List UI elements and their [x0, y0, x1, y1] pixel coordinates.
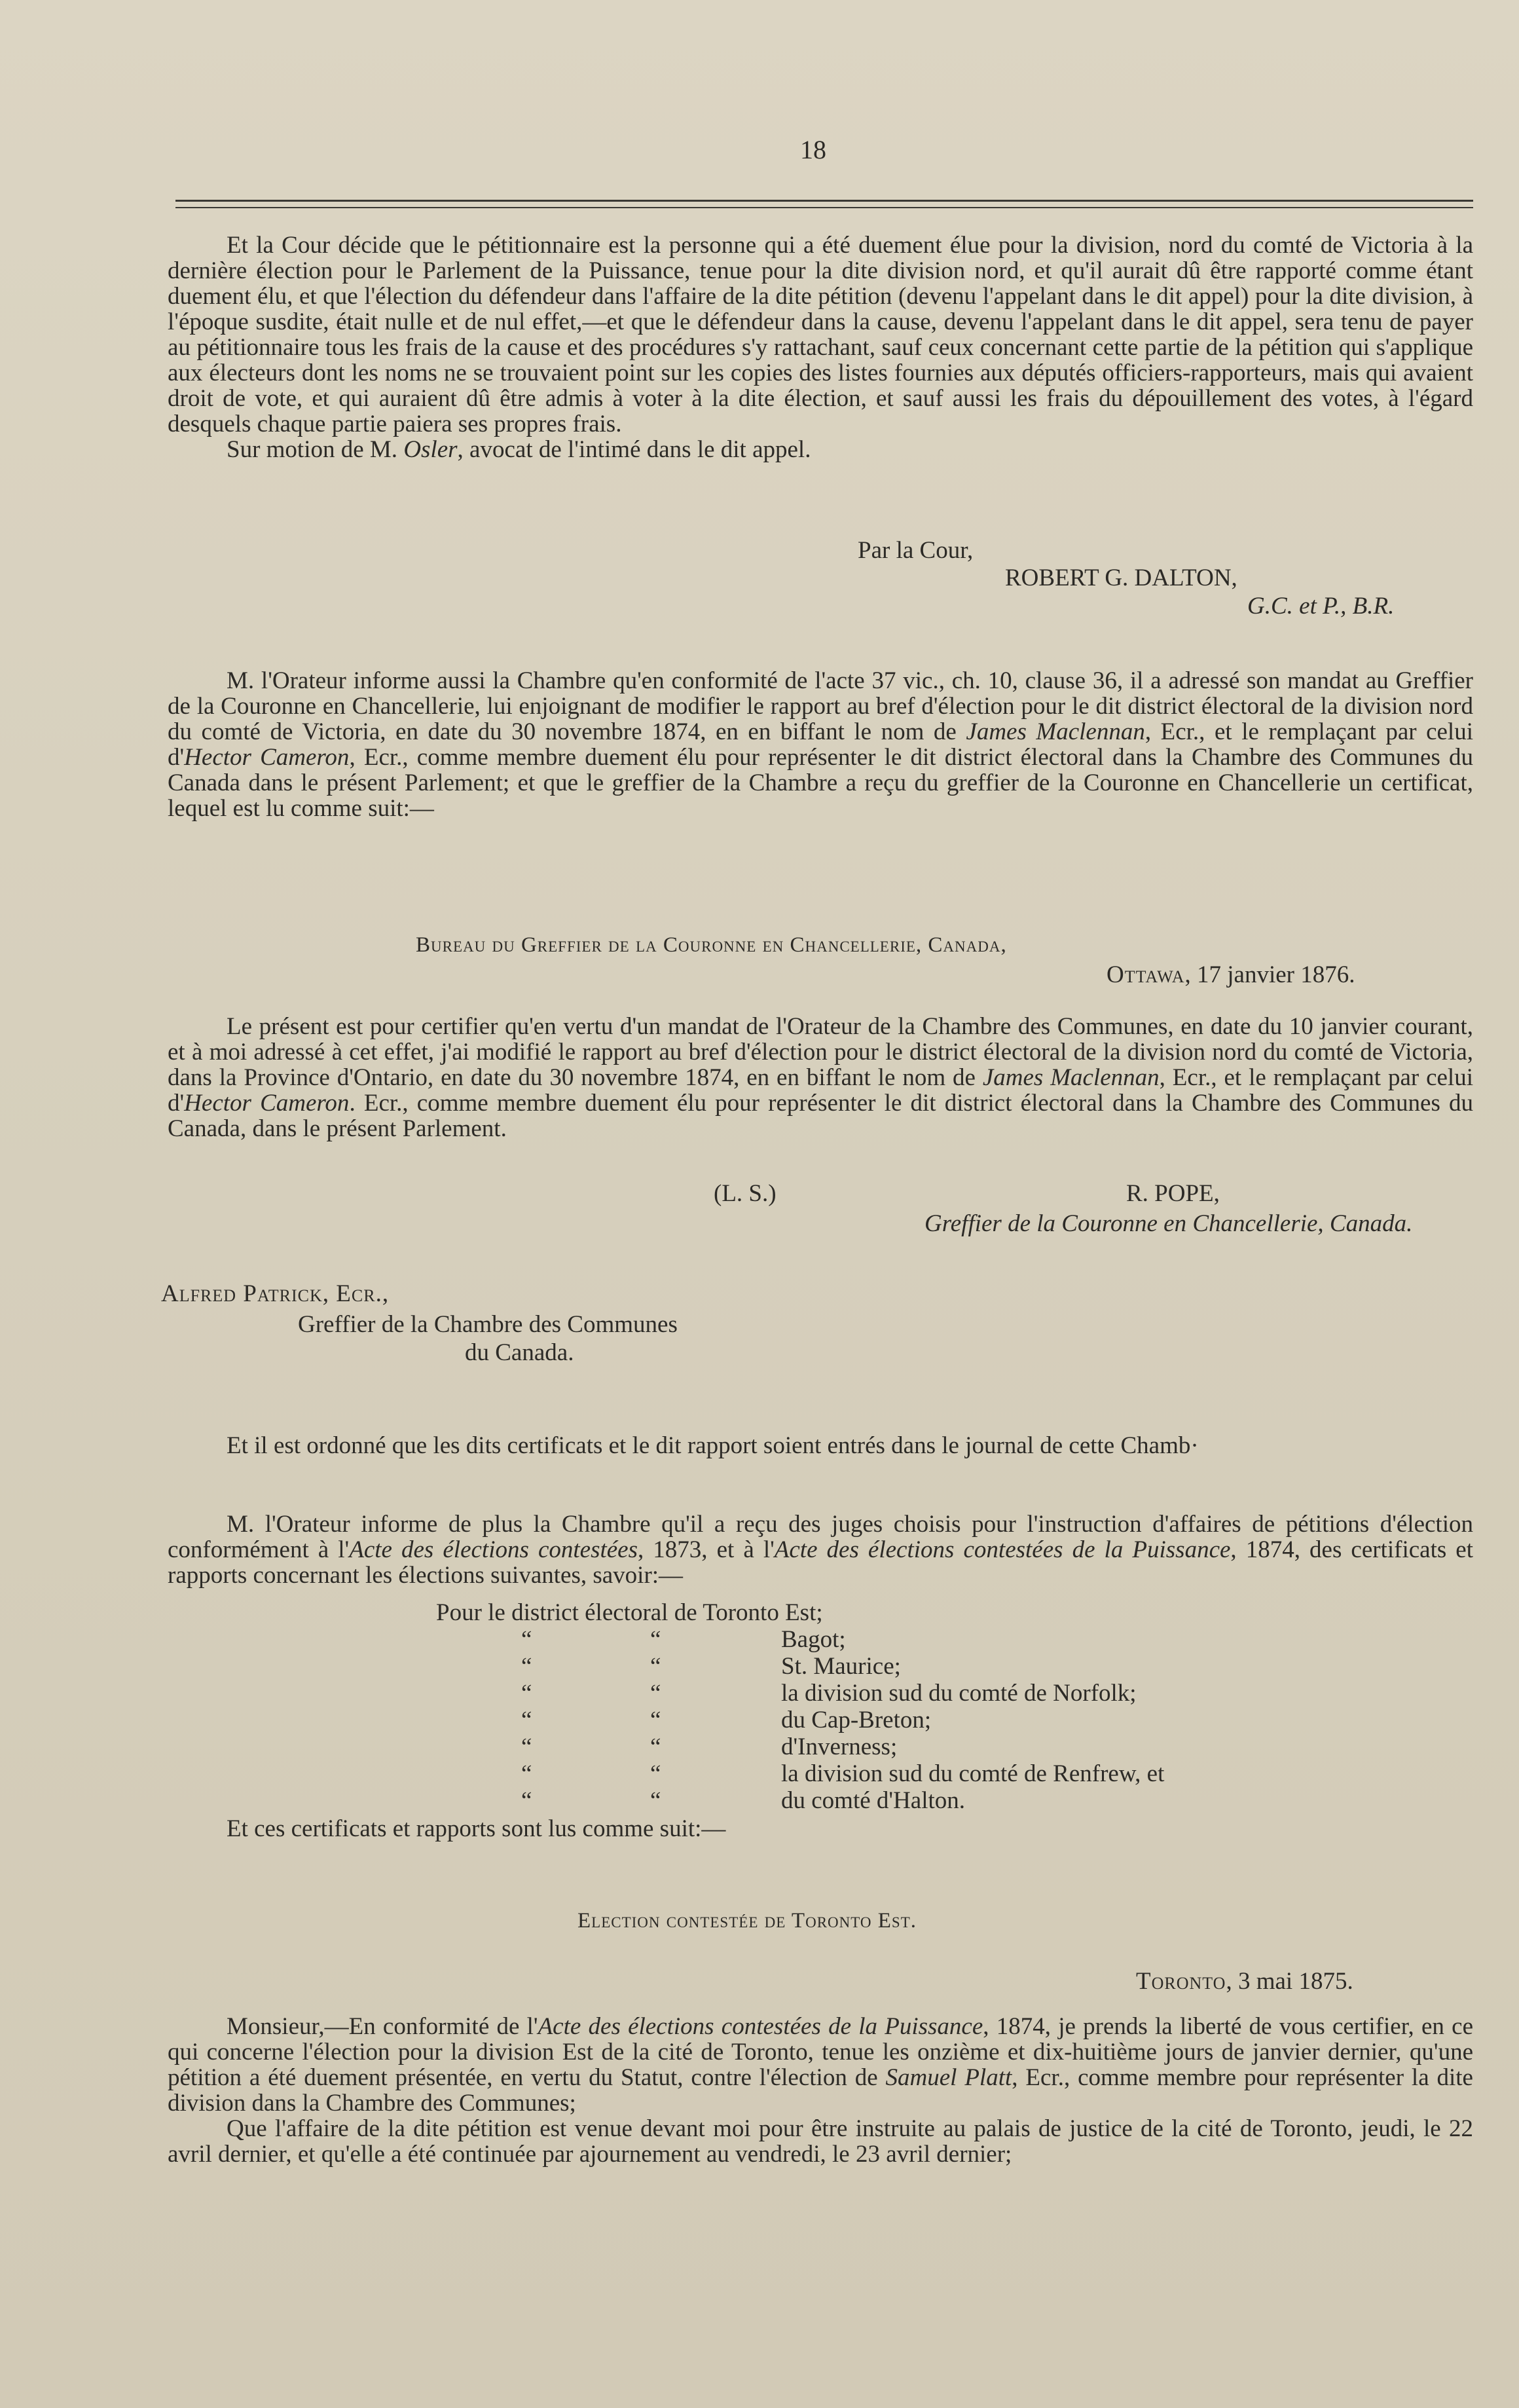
- list-end: Et ces certificats et rapports sont lus comme suit:—: [227, 1815, 726, 1842]
- list-item: “ “ la division sud du comté de Renfrew, et: [521, 1760, 1165, 1787]
- signer-pope-title: Greffier de la Couronne en Chancellerie, Canada.: [924, 1210, 1413, 1237]
- orateur-paragraph: M. l'Orateur informe aussi la Chambre qu'en conformité de l'acte 37 vic., ch. 10, clause 36, il a adressé son mandat au Greffier de la Couronne en Chancellerie, lui enjoignant de modifier le rapport au bref d'élection pour le dit district électoral de la division nord du comté de Victoria, en date du 30 novembre 1874, en en biffant le nom de James Maclennan, Ecr., et le remplaçant par celui d'Hector Cameron, Ecr., comme membre duement élu pour représenter le dit district électoral dans la Chambre des Communes du Canada dans le présent Parlement; et que le greffier de la Chambre a reçu du greffier de la Couronne en Chancellerie un certificat, lequel est lu comme suit:—: [168, 667, 1473, 822]
- name-cameron-2: Hector Cameron: [184, 1090, 350, 1117]
- motion-name: Osler: [403, 436, 458, 463]
- header-rule: [175, 200, 1473, 202]
- ordered-line: Et il est ordonné que les dits certificats et le dit rapport soient entrés dans le journal de cette Chamb·: [227, 1432, 1199, 1459]
- name-maclennan-2: James Maclennan: [982, 1064, 1160, 1091]
- par-la-cour: Par la Cour,: [858, 537, 974, 564]
- addressee-name: Alfred Patrick, Ecr.,: [161, 1280, 390, 1307]
- signer-dalton-title: G.C. et P., B.R.: [1247, 593, 1395, 620]
- act-1873: Acte des élections contestées: [349, 1536, 638, 1563]
- name-cameron: Hector Cameron: [184, 744, 350, 771]
- decision-text: Et la Cour décide que le pétitionnaire est la personne qui a été duement élue pour la division, nord du comté de Victoria à la dernière élection pour le Parlement de la Puissance, tenue pour la dite division nord, et qu'il aurait dû être rapporté comme étant duement élu, et que l'élection du défendeur dans l'affaire de la dite pétition (devenu l'appelant dans le dit appel) pour la dite division, à l'époque susdite, était nulle et de nul effet,—et que le défendeur dans la cause, devenu l'appelant dans le dit appel, sera tenu de payer au pétitionnaire tous les frais de la cause et des procédures s'y rattachant, sauf ceux concernant cette partie de la pétition qui s'applique aux électeurs dont les noms ne se trouvaient point sur les copies des listes fournies aux députés officiers-rapporteurs, mais qui avaient droit de vote, et qui auraient dû être admis à voter à la dite élection, et sauf aussi les frais du dépouillement des votes, à l'égard desquels chaque partie paiera ses propres frais.: [168, 232, 1473, 437]
- page-number: 18: [800, 135, 826, 164]
- court-decision-paragraph: [168, 232, 1473, 462]
- list-item: “ “ la division sud du comté de Norfolk;: [521, 1680, 1137, 1707]
- seal: (L. S.): [714, 1180, 777, 1207]
- header-rule-secondary: [175, 207, 1473, 208]
- certificate-paragraph: Le présent est pour certifier qu'en vertu d'un mandat de l'Orateur de la Chambre des Communes, en date du 10 janvier courant, et à moi adressé à cet effet, j'ai modifié le rapport au bref d'élection pour le district électoral de la division nord du comté de Victoria, dans la Province d'Ontario, en date du 30 novembre 1874, en en biffant le nom de James Maclennan, Ecr., et le remplaçant par celui d'Hector Cameron. Ecr., comme membre duement élu pour représenter le dit district électoral dans la Chambre des Communes du Canada, dans le présent Parlement.: [168, 1013, 1473, 1142]
- list-first: Pour le district électoral de Toronto Est;: [436, 1599, 823, 1626]
- act-1874: Acte des élections contestées de la Puissance: [774, 1536, 1231, 1563]
- act-1874-letter: Acte des élections contestées de la Puissance: [538, 2013, 983, 2040]
- signer-dalton: ROBERT G. DALTON,: [1005, 565, 1237, 591]
- letter-dateline: Toronto, 3 mai 1875.: [1136, 1968, 1353, 1995]
- judges-paragraph: M. l'Orateur informe de plus la Chambre qu'il a reçu des juges choisis pour l'instruction d'affaires de pétitions d'élection conformément à l'Acte des élections contestées, 1873, et à l'Acte des élections contestées de la Puissance, 1874, des certificats et rapports concernant les élections suivantes, savoir:—: [168, 1511, 1474, 1589]
- addressee-line3: du Canada.: [465, 1339, 574, 1366]
- list-item: “ “ Bagot;: [521, 1626, 846, 1653]
- letter-paragraph-2: Que l'affaire de la dite pétition est venue devant moi pour être instruite au palais de justice de la cité de Toronto, jeudi, le 22 avril dernier, et qu'elle a été continuée par ajournement au vendredi, le 23 avril dernier;: [168, 2115, 1473, 2168]
- addressee-line2: Greffier de la Chambre des Communes: [298, 1311, 678, 1338]
- letter-paragraph: Monsieur,—En conformité de l'Acte des élections contestées de la Puissance, 1874, je prends la liberté de vous certifier, en ce qui concerne l'élection pour la division Est de la cité de Toronto, tenue les onzième et dix-huitième jours de janvier dernier, qu'une pétition a été duement présentée, en vertu du Statut, contre l'élection de Samuel Platt, Ecr., comme membre pour représenter la dite division dans la Chambre des Communes; Que l'affaire de la dite pétition est venue devant moi pour être instruite au palais de justice de la cité de Toronto, jeudi, le 22 avril dernier, et qu'elle a été continuée par ajournement au vendredi, le 23 avril dernier;: [168, 2013, 1474, 2168]
- bureau-dateline: Ottawa, 17 janvier 1876.: [1107, 961, 1355, 988]
- bureau-heading: Bureau du Greffier de la Couronne en Chancellerie, Canada,: [416, 933, 1007, 957]
- motion-line: Sur motion de M. Osler, avocat de l'intimé dans le dit appel.: [227, 436, 811, 463]
- list-item: “ “ St. Maurice;: [521, 1653, 901, 1680]
- elections-list: [168, 1599, 1473, 1814]
- list-item: “ “ d'Inverness;: [521, 1733, 898, 1760]
- name-platt: Samuel Platt: [885, 2064, 1012, 2091]
- signer-pope: R. POPE,: [1126, 1180, 1220, 1207]
- name-maclennan: James Maclennan: [966, 718, 1145, 745]
- list-item: “ “ du Cap-Breton;: [521, 1707, 932, 1733]
- election-heading: Election contestée de Toronto Est.: [577, 1909, 917, 1933]
- list-item: “ “ du comté d'Halton.: [521, 1787, 966, 1814]
